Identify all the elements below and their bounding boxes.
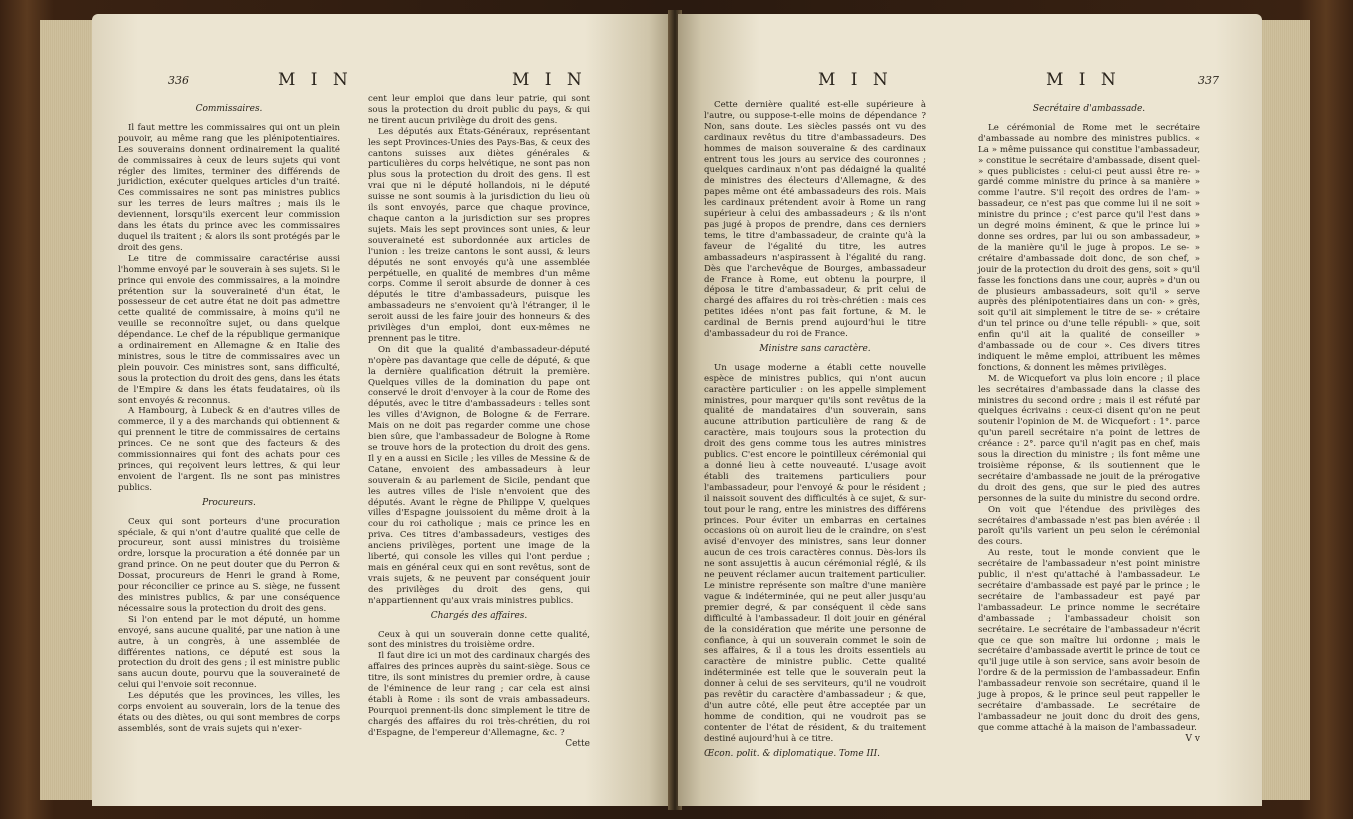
page-edges-left [40,20,92,800]
page-footer: Œcon. polit. & diplomatique. Tome III. [704,748,881,759]
paragraph: A Hambourg, à Lubeck & en d'autres villes de commerce, il y a des marchands qui obtiennent & qui prennent le titre de commissaires de certains princes. Ce ne sont que des facteurs & des commissionnaires qui font des achats pour ces princes, qui reçoivent leurs lettres, & qui leur envoient de l'argent. Ils ne sont pas ministres publics. [118,406,340,493]
paragraph: Il faut mettre les commissaires qui ont un plein pouvoir, au même rang que les plénipotentiaires. Les souverains donnent ordinairement la qualité de commissaires à ceux de leurs sujets qui vont régler des limites, terminer des différends de juridiction, exécuter quelques articles d'un traité. Ces commissaires ne sont pas ministres publics sur les terres de leurs maîtres ; mais ils le deviennent, lorsqu'ils exercent leur commission dans les états du prince avec les commissaires duquel ils traitent ; & alors ils sont protégés par le droit des gens. [118,122,340,253]
section-heading: Chargés des affaires. [430,610,528,621]
section-heading: Procureurs. [202,497,256,508]
paragraph: Le cérémonial de Rome met le secrétaire d'ambassade au nombre des ministres publics. « La » même puissance qui constitue l'ambassadeur, » constitue le secrétaire d'ambassade, disent quel- » ques publicistes : celui-ci peut aussi être re- » gardé comme ministre du prince à sa manière » comme l'autre. S'il reçoit des ordres de l'am- » bassadeur, ce n'est pas que comme lui il ne soit » ministre du prince ; c'est parce qu'il l'est dans » un degré moins éminent, & que le prince lui » donne ses ordres, par lui ou son ambassadeur, » de la manière qu'il le juge à propos. Le se- » crétaire d'ambassade doit donc, de son chef, » jouir de la protection du droit des gens, soit » qu'il fasse les fonctions dans une cour, auprès » d'un ou de plusieurs ambassadeurs, soit qu'il » serve auprès des plénipotentiaires dans un con- » grès, soit qu'il ait simplement le titre de se- » crétaire d'un tel prince ou d'une telle républi- » que, soit enfin qu'il ait la qualité de conseiller » d'ambassade ou de cour ». Ces divers titres indiquent le même emploi, attribuent les mêmes fonctions, & donnent les mêmes privilèges. [978,122,1200,373]
paragraph: Un usage moderne a établi cette nouvelle espèce de ministres publics, qui n'ont aucun caractère particulier : on les appelle simplement ministres, pour marquer qu'ils sont revêtus de la qualité de mandataires d'un souverain, sans aucune attribution particulière de rang & de caractère, mais toujours sous la protection du droit des gens comme tous les autres ministres publics. C'est encore le pointilleux cérémonial qui a donné lieu à cette nouveauté. L'usage avoit établi des traitemens particuliers pour l'ambassadeur, pour l'envoyé & pour le résident ; il naissoit souvent des difficultés à ce sujet, & sur-tout pour le rang, entre les ministres des différens princes. Pour éviter un embarras en certaines occasions où on auroit lieu de le craindre, on s'est avisé d'envoyer des ministres, sans leur donner aucun de ces trois caractères connus. Dès-lors ils ne sont assujettis à aucun cérémonial réglé, & ils ne peuvent réclamer aucun traitement particulier. Le ministre représente son maître d'une manière vague & indéterminée, qui ne peut aller jusqu'au premier degré, & par conséquent il cède sans difficulté à l'ambassadeur. Il doit jouir en général de la considération que mérite une personne de confiance, à qui un souverain commet le soin de ses affaires, & il a tous les droits essentiels au caractère de ministre public. Cette qualité indéterminée est telle que le souverain peut la donner à celui de ses serviteurs, qu'il ne voudroit pas revêtir du caractère d'ambassadeur ; & que, d'un autre côté, elle peut être acceptée par un homme de condition, qui ne voudroit pas se contenter de l'état de résident, & du traitement destiné aujourd'hui à ce titre. [704,362,926,744]
paragraph: Il faut dire ici un mot des cardinaux chargés des affaires des princes auprès du saint-siège. Sous ce titre, ils sont ministres du premier ordre, à cause de l'éminence de leur rang ; car cela est ainsi établi à Rome : ils sont de vrais ambassadeurs. Pourquoi prennent-ils donc simplement le titre de chargés des affaires du roi très-chrétien, du roi d'Espagne, de l'empereur d'Allemagne, &c. ? [368,651,590,738]
paragraph: Ceux à qui un souverain donne cette qualité, sont des ministres du troisième ordre. [368,629,590,651]
paragraph: Au reste, tout le monde convient que le secrétaire de l'ambassadeur n'est point ministre public, il n'est qu'attaché à l'ambassadeur. Le secrétaire d'ambassade est payé par le prince ; le secrétaire de l'ambassadeur est payé par l'ambassadeur. Le prince nomme le secrétaire d'ambassade ; l'ambassadeur choisit son secrétaire. Le secrétaire de l'ambassadeur n'écrit que ce que son maître lui ordonne ; mais le secrétaire d'ambassade avertit le prince de tout ce qu'il juge utile à son service, sans avoir besoin de l'ordre & de la permission de l'ambassadeur. Enfin l'ambassadeur renvoie son secrétaire, quand il le juge à propos, & le prince seul peut rappeller le secrétaire d'ambassade. Le secrétaire de l'ambassadeur ne jouit donc du droit des gens, que comme attaché à la maison de l'ambassadeur. [978,548,1200,733]
paragraph: On voit que l'étendue des privilèges des secrétaires d'ambassade n'est pas bien avérée : il paroît qu'ils varient un peu selon le cérémonial des cours. [978,504,1200,548]
paragraph: Cette dernière qualité est-elle supérieure à l'autre, ou suppose-t-elle moins de dépendance ? Non, sans doute. Les siècles passés ont vu des cardinaux revêtus du titre d'ambassadeurs. Des hommes de maison souveraine & des cardinaux entrent tous les jours au service des couronnes ; quelques cardinaux n'ont pas dédaigné la qualité de ministres des électeurs d'Allemagne, & des papes même ont été ambassadeurs des rois. Mais les cardinaux prétendent avoir à Rome un rang supérieur à celui des ambassadeurs ; & ils n'ont pas jugé à propos de prendre, dans ces derniers tems, le titre d'ambassadeur, de crainte qu'à la faveur de l'égalité du titre, les autres ambassadeurs n'aspirassent à l'égalité du rang. Dès que l'archevêque de Bourges, ambassadeur de France à Rome, eut obtenu la pourpre, il déposa le titre d'ambassadeur, & prit celui de chargé des affaires du roi très-chrétien : mais ces petites idées n'ont pas fait fortune, & M. le cardinal de Bernis prend aujourd'hui le titre d'ambassadeur du roi de France. [704,100,926,340]
paragraph: Les députés que les provinces, les villes, les corps envoient au souverain, lors de la tenue des états ou des diètes, ou qui sont membres de corps assemblés, sont de vrais sujets qui n'exer- [118,691,340,734]
left-column-2 [368,94,590,749]
right-headword-1: M I N [818,70,893,90]
right-headword-2: M I N [1046,70,1121,90]
section-heading: Commissaires. [195,104,263,114]
paragraph: M. de Wicquefort va plus loin encore ; il place les secrétaires d'ambassade dans la classe des ministres du second ordre ; mais il est réfuté par quelques écrivains : ceux-ci disent qu'on ne peut soutenir l'opinion de M. de Wicquefort : 1°. parce qu'un pareil secrétaire n'a point de lettres de créance : 2°. parce qu'il n'agit pas en chef, mais sous la direction du ministre ; ils font même une troisième réponse, & ils soutiennent que le secrétaire d'ambassade ne jouit de la prérogative du droit des gens, que sur le pied des autres personnes de la suite du ministre du second ordre. [978,373,1200,504]
left-headword-2: M I N [512,70,587,90]
right-column-1 [704,100,926,759]
left-page-number: 336 [168,74,189,87]
paragraph: On dit que la qualité d'ambassadeur-député n'opère pas davantage que celle de député, & que la dernière qualification détruit la première. Quelques villes de la domination du pape ont conservé le droit d'envoyer à la cour de Rome des députés, avec le titre d'ambassadeurs : telles sont les villes d'Avignon, de Bologne & de Ferrare. Mais on ne doit pas regarder comme une chose bien sûre, que l'ambassadeur de Bologne à Rome se trouve hors de la protection du droit des gens. Il y en a aussi en Sicile ; les villes de Messine & de Catane, envoient des ambassadeurs à leur souverain & au parlement de Sicile, pendant que les autres villes de l'isle n'envoient que des députés. Avant le règne de Philippe V, quelques villes d'Espagne jouissoient du même droit à la cour du roi catholique ; mais ce prince les en priva. Ces titres d'ambassadeurs, vestiges des anciens privilèges, portent une image de la liberté, qui console les villes qui l'ont perdue ; mais en général ceux qui en sont revêtus, sont de vrais sujets, & ne peuvent par conséquent jouir des privilèges du droit des gens, qui n'appartiennent qu'aux vrais ministres publics. [368,344,590,606]
paragraph: Le titre de commissaire caractérise aussi l'homme envoyé par le souverain à ses sujets. Si le prince qui envoie des commissaires, a la moindre prétention sur la souveraineté d'un état, le possesseur de cet autre état ne doit pas admettre cette qualité de commissaire, à moins qu'il ne veuille se reconnoître sujet, ou dans quelque dépendance. Le chef de la république germanique a ordinairement en Allemagne & en Italie des ministres, sous le titre de commissaires avec un plein pouvoir. Ces ministres sont, sans difficulté, sous la protection du droit des gens, dans les états de l'Empire & dans les états feudataires, où ils sont envoyés & reconnus. [118,253,340,406]
page-edges-right [1262,20,1310,800]
left-page [92,14,672,806]
catchword: Cette [565,738,590,749]
paragraph: Ceux qui sont porteurs d'une procuration spéciale, & qui n'ont d'autre qualité que celle de procureur, sont aussi ministres du troisième ordre, lorsque la procuration a été donnée par un grand prince. On ne peut douter que du Perron & Dossat, procureurs de Henri le grand à Rome, pour réconcilier ce prince au S. siège, ne fussent des ministres publics, & par une conséquence nécessaire sous la protection du droit des gens. [118,516,340,614]
paragraph: Les députés aux États-Généraux, représentant les sept Provinces-Unies des Pays-Bas, & ceux des cantons suisses aux diètes générales & particulières du corps helvétique, ne sont pas non plus sous la protection du droit des gens. Il est vrai que ni le député hollandois, ni le député suisse ne sont soumis à la jurisdiction du lieu où ils sont envoyés, parce que chaque province, chaque canton a la jurisdiction sur ses propres sujets. Mais les sept provinces sont unies, & leur souveraineté est subordonnée aux articles de l'union : les treize cantons le sont aussi, & leurs députés ne sont envoyés qu'à une assemblée perpétuelle, en qualité de membres d'un même corps. Comme il seroit absurde de donner à ces députés le titre d'ambassadeurs, puisque les ambassadeurs ne s'envoient qu'à l'étranger, il le seroit aussi de les faire jouir des honneurs & des privilèges d'un emploi, dont eux-mêmes ne prennent pas le titre. [368,126,590,344]
section-heading: Ministre sans caractère. [759,343,871,354]
right-page [678,14,1262,806]
left-running-head [92,70,672,92]
paragraph: cent leur emploi que dans leur patrie, qui sont sous la protection du droit public du pays, & qui ne tirent aucun privilège du droit des gens. [368,94,590,126]
right-running-head [678,70,1262,92]
right-column-2 [978,100,1200,745]
left-column-1 [118,100,340,735]
left-headword-1: M I N [278,70,353,90]
paragraph: Si l'on entend par le mot député, un homme envoyé, sans aucune qualité, par une nation à une autre, à un congrès, à une assemblée de différentes nations, ce député est sous la protection du droit des gens ; il est ministre public sans aucun doute, pourvu que la souveraineté de celui qui l'envoie soit reconnue. [118,614,340,691]
right-page-number: 337 [1198,74,1219,87]
section-heading: Secrétaire d'ambassade. [1032,104,1146,114]
signature-mark: V v [1185,733,1200,744]
